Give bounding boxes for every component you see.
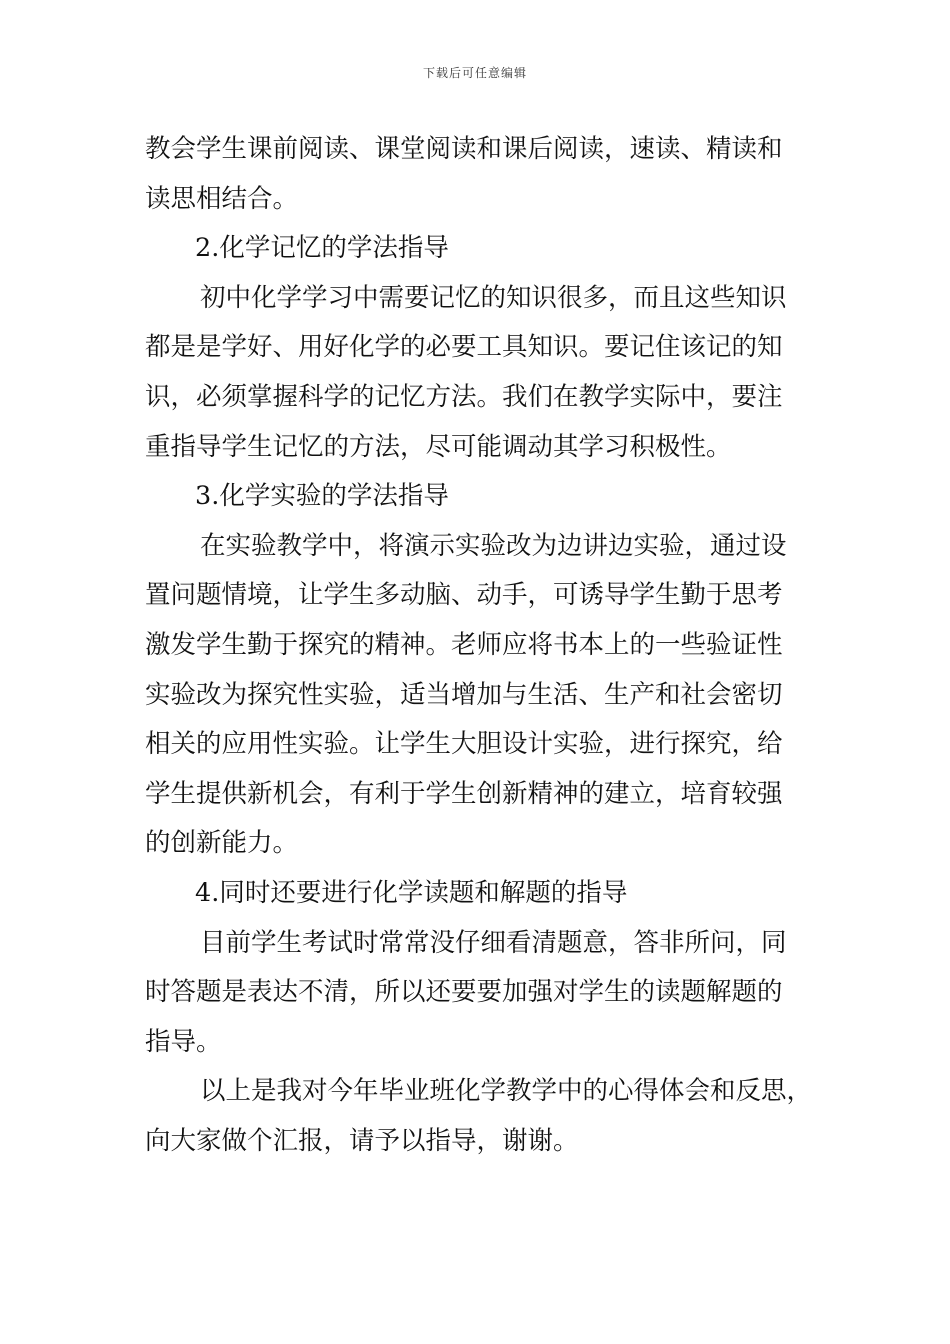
text-line: 在实验教学中，将演示实验改为边讲边实验，通过设 (200, 530, 787, 561)
text-line: 都是是学好、用好化学的必要工具知识。要记住该记的知 (145, 332, 783, 363)
text-line: 初中化学学习中需要记忆的知识很多，而且这些知识 (200, 282, 787, 313)
text-line: 的创新能力。 (145, 828, 299, 859)
text-line: 识，必须掌握科学的记忆方法。我们在教学实际中，要注 (145, 381, 783, 412)
document-body (145, 125, 813, 1166)
text-line: 以上是我对今年毕业班化学教学中的心得体会和反思， (200, 1076, 813, 1107)
section-heading: 3.化学实验的学法指导 (195, 481, 449, 512)
text-line: 学生提供新机会，有利于学生创新精神的建立，培育较强 (145, 778, 783, 809)
text-line: 指导。 (145, 1026, 222, 1057)
text-line: 读思相结合。 (145, 183, 299, 214)
text-line: 时答题是表达不清，所以还要要加强对学生的读题解题的 (145, 977, 783, 1008)
text-line: 实验改为探究性实验，适当增加与生活、生产和社会密切 (145, 679, 783, 710)
text-line: 激发学生勤于探究的精神。老师应将书本上的一些验证性 (145, 629, 783, 660)
text-line: 相关的应用性实验。让学生大胆设计实验，进行探究，给 (145, 729, 783, 760)
page-header: 下载后可任意编辑 (422, 66, 527, 80)
text-line: 重指导学生记忆的方法，尽可能调动其学习积极性。 (145, 431, 732, 462)
text-line: 置问题情境，让学生多动脑、动手，可诱导学生勤于思考 (145, 580, 783, 611)
section-heading: 4.同时还要进行化学读题和解题的指导 (195, 877, 628, 908)
text-line: 目前学生考试时常常没仔细看清题意，答非所问，同 (200, 927, 787, 958)
text-line: 教会学生课前阅读、课堂阅读和课后阅读，速读、精读和 (145, 134, 783, 164)
section-heading: 2.化学记忆的学法指导 (195, 233, 449, 264)
text-line: 向大家做个汇报，请予以指导，谢谢。 (145, 1125, 579, 1156)
